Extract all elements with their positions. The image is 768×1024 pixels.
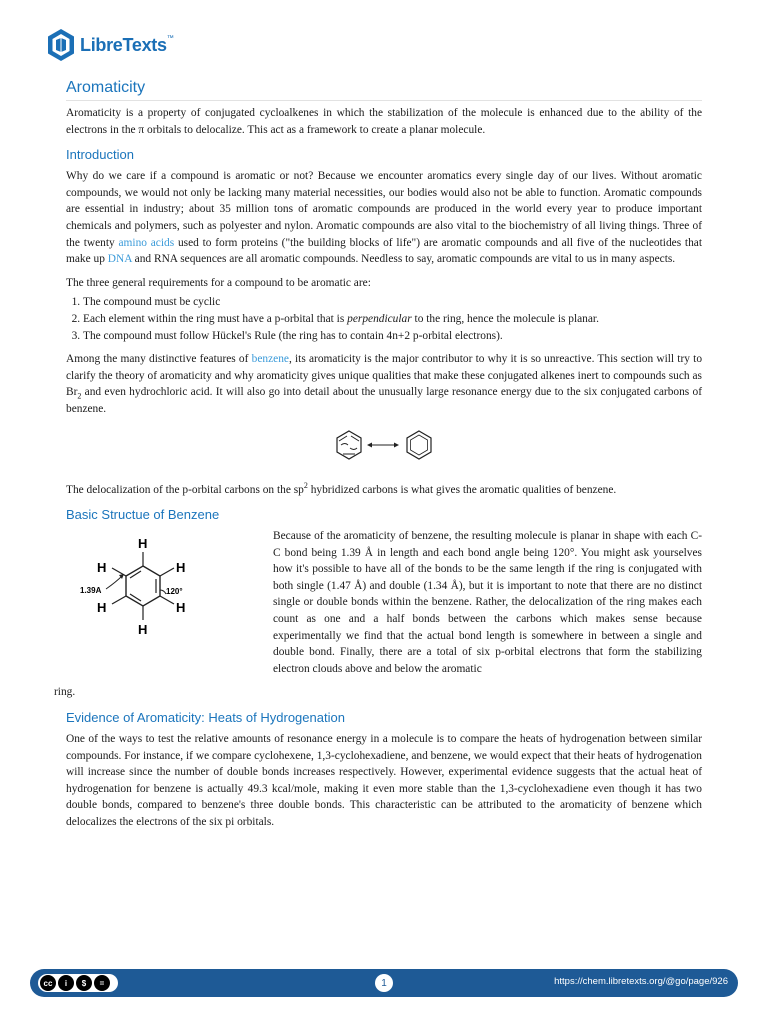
bond-length-label: 1.39A — [80, 586, 102, 596]
basic-structure-paragraph: Because of the aromaticity of benzene, the resulting molecule is planar in shape with each C-C bond being 1.39 Å in length and each bond angle being 120°. You might ask yourselves how it's possible to have all of the bonds to be the same length if the ring is conjugated with both single (1.47 Å) and double (1.34 Å), but it is important to note that there are no distinct single or double bonds within the benzene. Rather, the delocalization of the ring makes each count as one and a half bonds between the carbons which makes sense because experimentally we find that the actual bond length is somewhere in between a single and double bond. Finally, there are a total of six p-orbital electrons that form the stabilizing electron clouds above and below the aromatic — [273, 530, 702, 675]
logo-text: LibreTexts™ — [80, 34, 174, 55]
requirements-list — [66, 294, 702, 344]
resonance-diagram — [329, 428, 439, 462]
benzene-paragraph: Among the many distinctive features of benzene, its aromaticity is the major contributor to why it is so unreactive. This section will try to clarify the theory of aromaticity and why aromaticity gives unique qualities that make these conjugated alkenes inert to compounds such as $Br_2$ and even hydrochloric acid. It will also go into detail about the unusually large resonance energy due to the six conjugated carbons of benzene. — [66, 353, 703, 415]
page-footer — [30, 969, 738, 997]
atom-label-h: H — [176, 560, 186, 576]
basic-structure-tail: ring. — [54, 686, 76, 699]
heading-introduction: Introduction — [66, 147, 134, 163]
attribution-icon: i — [58, 975, 74, 991]
atom-label-h: H — [138, 622, 148, 638]
page-number: 1 — [375, 974, 393, 992]
delocalization-paragraph: The delocalization of the p-orbital carbons on the $sp^2$ hybridized carbons is what gives the aromatic qualities of benzene. — [66, 480, 617, 496]
atom-label-h: H — [176, 600, 186, 616]
list-item: 2. Each element within the ring must have a p-orbital that is perpendicular to the ring, hence the molecule is planar. — [83, 311, 702, 328]
noncommercial-icon: $ — [76, 975, 92, 991]
page-url[interactable]: https://chem.libretexts.org/@go/page/926 — [554, 976, 728, 987]
atom-label-h: H — [97, 560, 107, 576]
heading-basic-structure: Basic Structue of Benzene — [66, 507, 220, 523]
cc-license-badge[interactable] — [38, 974, 118, 992]
page-title: Aromaticity — [66, 78, 702, 101]
libretexts-logo[interactable] — [46, 28, 173, 62]
benzene-structure-section — [54, 528, 702, 701]
benzene-structure-diagram — [38, 532, 208, 654]
cc-icon: cc — [40, 975, 56, 991]
article-content — [54, 78, 703, 838]
requirements-intro: The three general requirements for a compound to be aromatic are: — [66, 276, 371, 289]
list-item: 1. The compound must be cyclic — [83, 294, 702, 311]
benzene-resonance-figure — [66, 428, 702, 462]
intro-paragraph: Aromaticity is a property of conjugated cycloalkenes in which the stabilization of the molecule is enhanced due to the ability of the electrons in the π orbitals to delocalize. This act as a framework to create a planar molecule. — [66, 107, 702, 136]
evidence-paragraph: One of the ways to test the relative amounts of resonance energy in a molecule is to compare the heats of hydrogenation between similar compounds. For instance, if we compare cyclohexene, 1,3-cyclohexadiene, and benzene, we would expect that their heats of hydrogenation will increase since the number of double bonds increases respectively. However, experimental evidence suggests that the actual heat of hydrogenation for benzene is actually 49.3 kcal/mole, making it even more stable than the 1,3-cyclohexadiene even though it has two double bonds, compared to benzene's three double bonds. This characteristic can be attributed to the aromaticity of benzene which delocalizes the electrons of the six pi orbitals. — [66, 733, 702, 828]
sharealike-icon: = — [94, 975, 110, 991]
heading-evidence: Evidence of Aromaticity: Heats of Hydrogenation — [66, 710, 345, 726]
libretexts-logo-icon — [46, 28, 76, 62]
introduction-paragraph: Why do we care if a compound is aromatic or not? Because we encounter aromatics every single day of our lives. Without aromatic compounds, we would not only be lacking many material necessities, our bodies would also not be able to function. Aromatic compounds are essential in industry; about 35 million tons of aromatic compounds are produced in the world every year to produce important chemicals and polymers, such as polyester and nylon. Aromatic compounds are also vital to the biochemistry of all living things. Three of the twenty amino acids used to form proteins ("the building blocks of life") are aromatic compounds and all five of the nucleotides that make up DNA and RNA sequences are all aromatic compounds. Needless to say, aromatic compounds are vital to us in many aspects. — [66, 170, 703, 266]
link-amino-acids[interactable]: amino acids — [118, 236, 175, 249]
atom-label-h: H — [138, 536, 148, 552]
link-benzene[interactable]: benzene — [251, 353, 289, 366]
link-dna[interactable]: DNA — [107, 253, 132, 266]
bond-angle-label: 120° — [166, 587, 183, 597]
atom-label-h: H — [97, 600, 107, 616]
list-item: 3. The compound must follow Hückel's Rule (the ring has to contain 4n+2 p-orbital electrons). — [83, 328, 702, 345]
